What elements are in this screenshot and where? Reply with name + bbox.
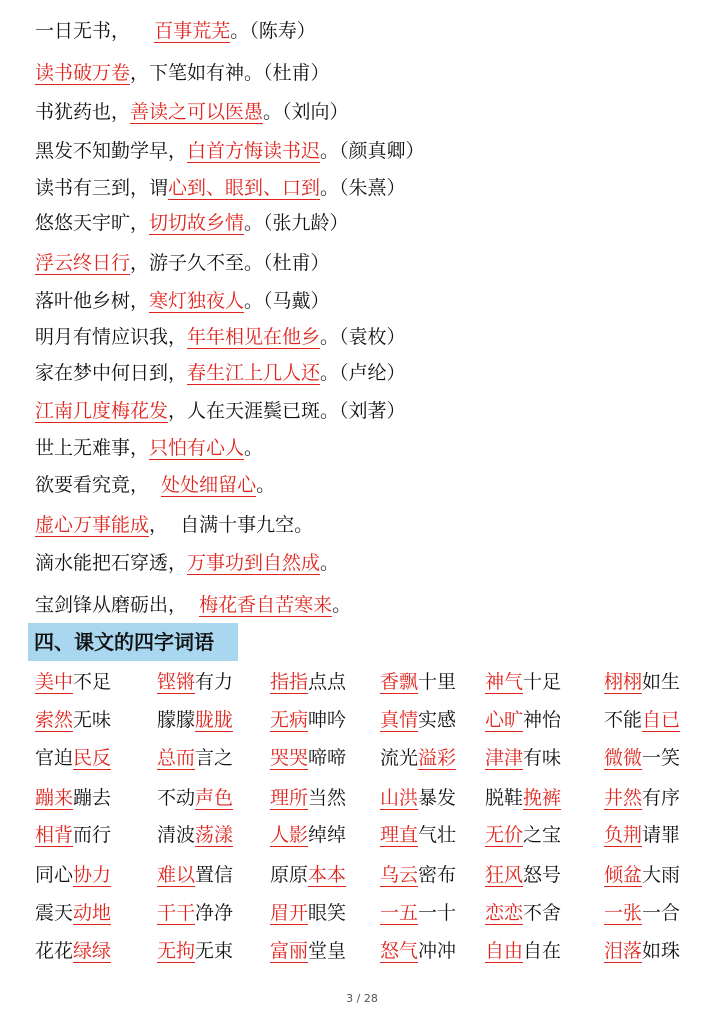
idiom-answer: 真情 <box>380 709 419 731</box>
idiom-text: 言之 <box>195 747 234 769</box>
idiom-text: 有序 <box>642 787 681 809</box>
idiom-text: 冲冲 <box>418 940 457 962</box>
idiom-text: 堂皇 <box>308 940 347 962</box>
idiom-text: 不舍 <box>523 902 562 924</box>
idiom-cell <box>604 745 680 771</box>
idiom-answer: 总而 <box>157 747 196 769</box>
idiom-text: 无束 <box>195 940 234 962</box>
idiom-text: 朦朦 <box>157 709 196 731</box>
poem-answer: 梅花香自苦寒来 <box>199 594 333 616</box>
idiom-cell <box>380 900 456 926</box>
idiom-answer: 哭哭 <box>270 747 309 769</box>
idiom-text: 呻吟 <box>308 709 347 731</box>
poem-line <box>35 18 316 44</box>
idiom-cell <box>380 822 456 848</box>
poem-text: 。（马戴） <box>244 290 330 312</box>
idiom-answer: 一五 <box>380 902 419 924</box>
idiom-text: 密布 <box>418 864 457 886</box>
idiom-answer: 自已 <box>642 709 681 731</box>
poem-line <box>35 288 330 314</box>
poem-text: ，人在天涯鬓已斑。（刘著） <box>168 400 406 422</box>
idiom-text: 绰绰 <box>308 824 347 846</box>
idiom-answer: 微微 <box>604 747 643 769</box>
idiom-answer: 荡漾 <box>195 824 234 846</box>
idiom-answer: 蹦来 <box>35 787 74 809</box>
idiom-text: 一十 <box>418 902 457 924</box>
poem-text <box>130 20 154 42</box>
idiom-text: 啼啼 <box>308 747 347 769</box>
poem-text: 。（张九龄） <box>244 212 349 234</box>
idiom-answer: 无价 <box>485 824 524 846</box>
idiom-answer: 协力 <box>73 864 112 886</box>
idiom-cell <box>35 862 111 888</box>
idiom-answer: 栩栩 <box>604 671 643 693</box>
idiom-answer: 声色 <box>195 787 234 809</box>
idiom-answer: 本本 <box>308 864 347 886</box>
poem-answer: 春生江上几人还 <box>187 362 321 384</box>
poem-answer: 只怕有心人 <box>149 437 245 459</box>
idiom-cell <box>485 745 561 771</box>
idiom-answer: 绿绿 <box>73 940 112 962</box>
idiom-cell <box>35 707 111 733</box>
idiom-text: 脱鞋 <box>485 787 524 809</box>
idiom-answer: 干干 <box>157 902 196 924</box>
poem-answer: 心到、眼到、口到 <box>168 177 321 199</box>
idiom-text: 如生 <box>642 671 681 693</box>
idiom-cell <box>270 822 346 848</box>
idiom-cell <box>485 707 561 733</box>
idiom-cell <box>604 707 680 733</box>
poem-text: 。 <box>320 552 340 574</box>
poem-answer: 切切故乡情 <box>149 212 245 234</box>
idiom-cell <box>485 900 561 926</box>
poem-text: 。（卢纶） <box>320 362 406 384</box>
poem-text: 欲要看究竟， <box>35 474 150 496</box>
idiom-cell <box>604 669 680 695</box>
poem-text: ，游子久不至。（杜甫） <box>130 252 330 274</box>
idiom-answer: 津津 <box>485 747 524 769</box>
poem-text: 家在梦中何日到， <box>35 362 188 384</box>
poem-text: 滴水能把石穿透， <box>35 552 188 574</box>
idiom-answer: 恋恋 <box>485 902 524 924</box>
idiom-text: 原原 <box>270 864 309 886</box>
idiom-text: 当然 <box>308 787 347 809</box>
poem-text: 。（陈寿） <box>230 20 316 42</box>
poem-text: 。 <box>256 474 276 496</box>
idiom-answer: 铿锵 <box>157 671 196 693</box>
idiom-cell <box>270 707 346 733</box>
idiom-cell <box>604 862 680 888</box>
idiom-text: 点点 <box>308 671 347 693</box>
poem-text: 一日无书， <box>35 20 131 42</box>
idiom-text: 置信 <box>195 864 234 886</box>
poem-text: 悠悠天宇旷， <box>35 212 150 234</box>
idiom-text: 请罪 <box>642 824 681 846</box>
poem-text: 书犹药也， <box>35 101 131 123</box>
idiom-answer: 溢彩 <box>418 747 457 769</box>
idiom-cell <box>380 938 456 964</box>
idiom-answer: 美中 <box>35 671 74 693</box>
idiom-text: 十里 <box>418 671 457 693</box>
poem-text: 明月有情应识我， <box>35 326 188 348</box>
poem-answer: 百事荒芜 <box>154 20 231 42</box>
poem-line <box>35 398 406 424</box>
poem-line <box>35 138 425 164</box>
poem-line <box>35 250 330 276</box>
poem-text: ，下笔如有神。（杜甫） <box>130 62 330 84</box>
idiom-answer: 富丽 <box>270 940 309 962</box>
idiom-text: 大雨 <box>642 864 681 886</box>
poem-line <box>35 512 313 538</box>
idiom-text: 之宝 <box>523 824 562 846</box>
poem-text: 。（颜真卿） <box>320 140 425 162</box>
poem-line <box>35 324 406 350</box>
poem-answer: 万事功到自然成 <box>187 552 321 574</box>
idiom-text: 官迫 <box>35 747 74 769</box>
idiom-answer: 理直 <box>380 824 419 846</box>
idiom-cell <box>485 938 561 964</box>
section-heading-text: 四、课文的四字词语 <box>34 630 214 654</box>
idiom-cell <box>270 900 346 926</box>
idiom-text: 眼笑 <box>308 902 347 924</box>
poem-text: 世上无难事， <box>35 437 150 459</box>
idiom-text: 一合 <box>642 902 681 924</box>
idiom-text: 花花 <box>35 940 74 962</box>
idiom-text: 一笑 <box>642 747 681 769</box>
poem-answer: 江南几度梅花发 <box>35 400 169 422</box>
idiom-cell <box>157 938 233 964</box>
idiom-answer: 眉开 <box>270 902 309 924</box>
idiom-answer: 民反 <box>73 747 112 769</box>
idiom-cell <box>157 669 233 695</box>
idiom-answer: 香飘 <box>380 671 419 693</box>
poem-text: 。 <box>332 594 352 616</box>
poem-text: 宝剑锋从磨砺出， <box>35 594 188 616</box>
poem-line <box>35 60 330 86</box>
poem-text <box>187 594 199 616</box>
poem-answer: 处处细留心 <box>161 474 257 496</box>
idiom-cell <box>270 785 346 811</box>
poem-answer: 读书破万卷 <box>35 62 131 84</box>
poem-answer: 年年相见在他乡 <box>187 326 321 348</box>
idiom-answer: 乌云 <box>380 864 419 886</box>
idiom-text: 气壮 <box>418 824 457 846</box>
idiom-cell <box>604 785 680 811</box>
idiom-cell <box>35 900 111 926</box>
poem-answer: 虚心万事能成 <box>35 514 150 536</box>
poem-line <box>35 550 339 576</box>
idiom-text: 神怡 <box>523 709 562 731</box>
idiom-text: 不能 <box>604 709 643 731</box>
idiom-cell <box>270 938 346 964</box>
idiom-cell <box>604 900 680 926</box>
poem-line <box>35 592 351 618</box>
idiom-text: 实感 <box>418 709 457 731</box>
idiom-cell <box>380 707 456 733</box>
idiom-text: 自在 <box>523 940 562 962</box>
idiom-cell <box>485 862 561 888</box>
poem-line <box>35 360 406 386</box>
idiom-answer: 井然 <box>604 787 643 809</box>
poem-answer: 善读之可以医愚 <box>130 101 264 123</box>
poem-line <box>35 99 349 125</box>
page-number: 3 / 28 <box>346 992 378 1005</box>
poem-line <box>35 175 406 201</box>
idiom-cell <box>35 785 111 811</box>
poem-line <box>35 472 275 498</box>
idiom-answer: 一张 <box>604 902 643 924</box>
idiom-answer: 负荆 <box>604 824 643 846</box>
idiom-answer: 怒气 <box>380 940 419 962</box>
idiom-answer: 心旷 <box>485 709 524 731</box>
idiom-answer: 神气 <box>485 671 524 693</box>
idiom-answer: 狂风 <box>485 864 524 886</box>
poem-line <box>35 435 263 461</box>
idiom-cell <box>157 745 233 771</box>
idiom-text: 有味 <box>523 747 562 769</box>
idiom-answer: 指指 <box>270 671 309 693</box>
idiom-text: 震天 <box>35 902 74 924</box>
idiom-cell <box>157 785 233 811</box>
poem-answer: 寒灯独夜人 <box>149 290 245 312</box>
poem-text: 。 <box>244 437 264 459</box>
idiom-answer: 自由 <box>485 940 524 962</box>
poem-text: 黑发不知勤学早， <box>35 140 188 162</box>
idiom-answer: 无病 <box>270 709 309 731</box>
idiom-cell <box>157 900 233 926</box>
idiom-answer: 胧胧 <box>195 709 234 731</box>
idiom-cell <box>35 822 111 848</box>
idiom-cell <box>485 669 561 695</box>
idiom-answer: 索然 <box>35 709 74 731</box>
idiom-cell <box>604 938 680 964</box>
idiom-answer: 相背 <box>35 824 74 846</box>
idiom-text: 不动 <box>157 787 196 809</box>
idiom-cell <box>157 862 233 888</box>
idiom-text: 同心 <box>35 864 74 886</box>
idiom-text: 蹦去 <box>73 787 112 809</box>
poem-answer: 浮云终日行 <box>35 252 131 274</box>
idiom-cell <box>35 938 111 964</box>
idiom-cell <box>270 862 346 888</box>
poem-line <box>35 210 349 236</box>
idiom-cell <box>380 785 456 811</box>
idiom-cell <box>380 745 456 771</box>
idiom-answer: 山洪 <box>380 787 419 809</box>
idiom-answer: 难以 <box>157 864 196 886</box>
idiom-cell <box>485 822 561 848</box>
poem-text: 。（袁枚） <box>320 326 406 348</box>
idiom-text: 无味 <box>73 709 112 731</box>
section-heading <box>28 623 238 661</box>
idiom-cell <box>485 785 561 811</box>
idiom-cell <box>157 822 233 848</box>
idiom-answer: 倾盆 <box>604 864 643 886</box>
idiom-answer: 挽裤 <box>523 787 562 809</box>
idiom-answer: 理所 <box>270 787 309 809</box>
poem-answer: 白首方悔读书迟 <box>187 140 321 162</box>
idiom-text: 不足 <box>73 671 112 693</box>
idiom-answer: 无拘 <box>157 940 196 962</box>
idiom-text: 如珠 <box>642 940 681 962</box>
poem-text: 读书有三到，谓 <box>35 177 169 199</box>
idiom-answer: 人影 <box>270 824 309 846</box>
idiom-text: 净净 <box>195 902 234 924</box>
idiom-cell <box>380 669 456 695</box>
idiom-cell <box>380 862 456 888</box>
idiom-text: 清波 <box>157 824 196 846</box>
idiom-cell <box>270 669 346 695</box>
idiom-cell <box>35 669 111 695</box>
idiom-cell <box>157 707 233 733</box>
idiom-answer: 泪落 <box>604 940 643 962</box>
idiom-answer: 动地 <box>73 902 112 924</box>
idiom-text: 有力 <box>195 671 234 693</box>
poem-text: 。（刘向） <box>263 101 349 123</box>
poem-text: 落叶他乡树， <box>35 290 150 312</box>
idiom-text: 暴发 <box>418 787 457 809</box>
idiom-text: 而行 <box>73 824 112 846</box>
poem-text: 。（朱熹） <box>320 177 406 199</box>
idiom-cell <box>604 822 680 848</box>
poem-text: ， 自满十事九空。 <box>149 514 314 536</box>
idiom-text: 十足 <box>523 671 562 693</box>
idiom-cell <box>35 745 111 771</box>
poem-text <box>149 474 161 496</box>
idiom-cell <box>270 745 346 771</box>
idiom-text: 怒号 <box>523 864 562 886</box>
idiom-text: 流光 <box>380 747 419 769</box>
